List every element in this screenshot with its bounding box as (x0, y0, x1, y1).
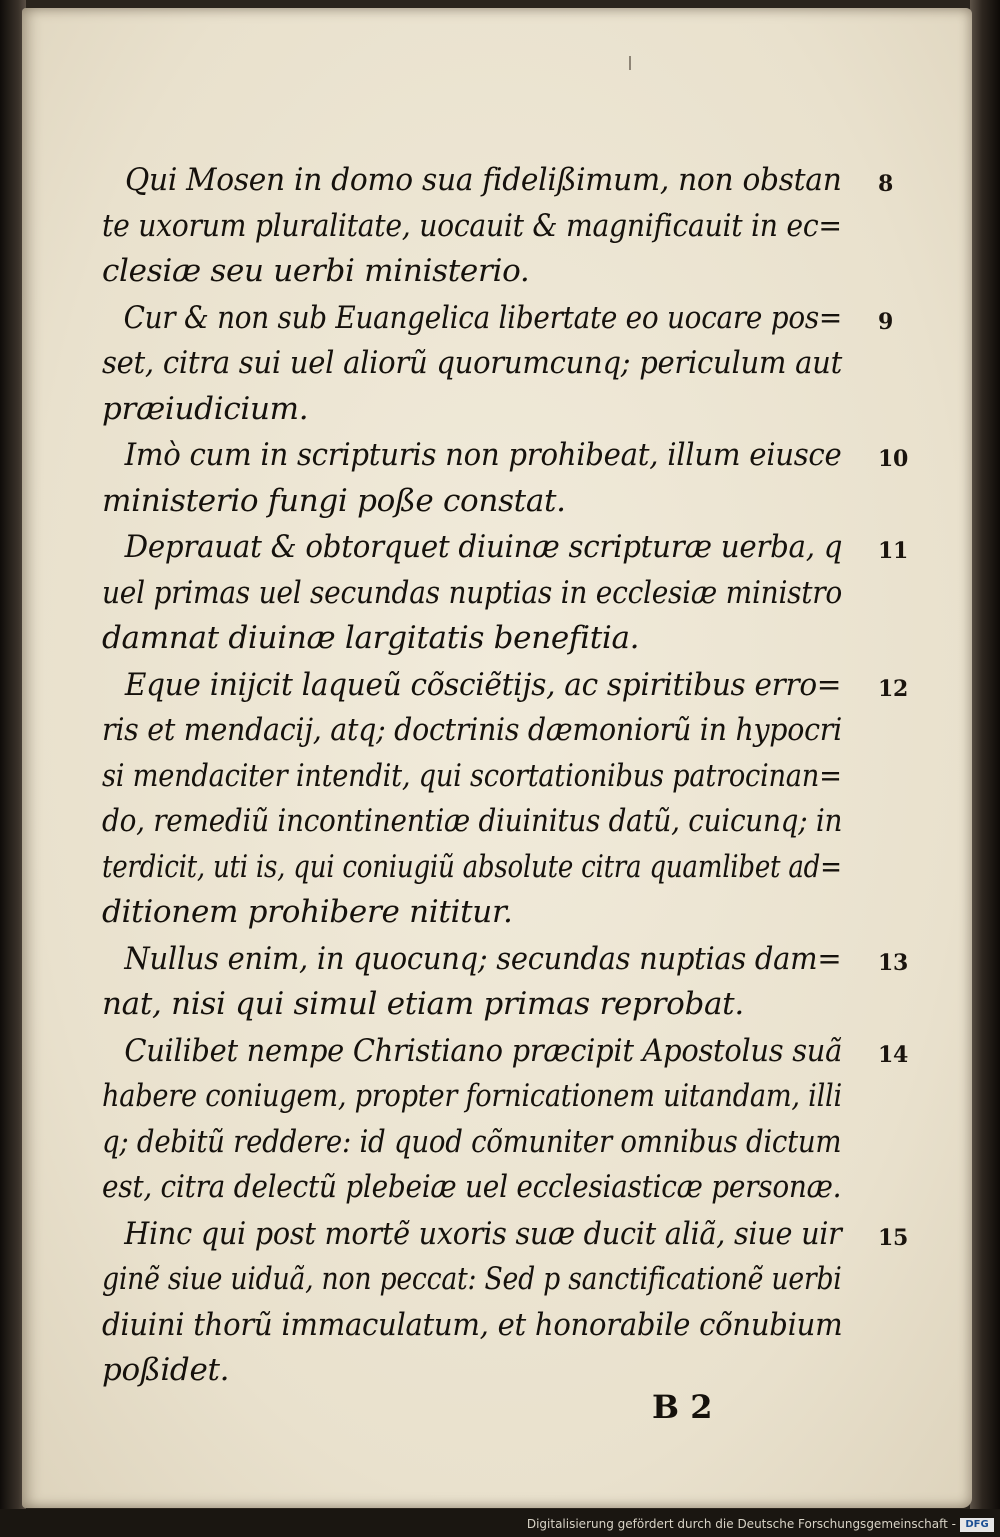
text-line: Deprauat & obtorquet diuinæ scripturæ uerba, q (124, 529, 843, 565)
footer-bar (0, 1509, 1000, 1537)
text-line: damnat diuinæ largitatis benefitia. (102, 620, 640, 656)
text-line: te uxorum pluralitate, uocauit & magnificauit in ec= (102, 207, 842, 244)
paragraph (102, 525, 909, 662)
text-line: poßidet. (102, 1352, 230, 1388)
text-line: terdicit, uti is, qui coniugiũ absolute citra quamlibet ad= (102, 848, 842, 885)
text-line: habere coniugem, propter fornicationem uitandam, illi (102, 1078, 842, 1114)
body-text (102, 158, 909, 1395)
text-line: Qui Mosen in domo sua fidelißimum, non obstan (124, 162, 842, 198)
text-line: set, citra sui uel aliorũ quorumcunq; periculum aut (102, 345, 842, 381)
page-mark (629, 56, 631, 70)
paragraph (102, 296, 894, 433)
text-line: ditionem prohibere nititur. (102, 894, 513, 930)
section-number: 10 (878, 446, 909, 472)
text-line: ministerio fungi poße constat. (102, 482, 566, 519)
page-fore-edge (970, 0, 1000, 1537)
text-line: Nullus enim, in quocunq; secundas nuptias dam= (124, 940, 842, 977)
text-line: si mendaciter intendit, qui scortationibus patrocinan= (102, 757, 842, 794)
section-number: 15 (878, 1224, 909, 1251)
text-line: Hinc qui post mortẽ uxoris suæ ducit aliã, siue uir (124, 1215, 842, 1252)
paragraph (102, 1029, 909, 1211)
funding-notice: Digitalisierung gefördert durch die Deutsche Forschungsgemeinschaft - (526, 1517, 956, 1531)
book-page (22, 8, 972, 1508)
text-line: ris et mendacij, atq; doctrinis dæmoniorũ in hypocri (102, 712, 842, 748)
paragraph (102, 158, 894, 295)
text-line: Eque inijcit laqueũ cõsciẽtijs, ac spiritibus erro= (124, 666, 842, 703)
text-line: clesiæ seu uerbi ministerio. (102, 253, 530, 289)
text-line: diuini thorũ immaculatum, et honorabile cõnubium (102, 1306, 843, 1343)
paragraph (102, 1212, 909, 1394)
text-line: nat, nisi qui simul etiam primas reprobat. (102, 986, 744, 1022)
text-line: præiudicium. (102, 390, 309, 427)
text-line: uel primas uel secundas nuptias in ecclesiæ ministro (102, 574, 843, 611)
paragraph (102, 937, 909, 1028)
section-number: 13 (878, 949, 909, 976)
text-line: do, remediũ incontinentiæ diuinitus datũ, cuicunq; in (102, 803, 843, 839)
text-line: q; debitũ reddere: id quod cõmuniter omnibus dictum (102, 1123, 842, 1160)
section-number: 12 (878, 675, 909, 702)
text-line: Cur & non sub Euangelica libertate eo uocare pos= (123, 299, 842, 336)
text-line: est, citra delectũ plebeiæ uel ecclesiasticæ personæ. (102, 1169, 842, 1205)
text-line: ginẽ siue uiduã, non peccat: Sed p sanctificationẽ uerbi (102, 1261, 842, 1297)
dfg-logo: DFG (960, 1518, 994, 1532)
signature-mark: B 2 (652, 1388, 713, 1426)
section-number: 8 (878, 171, 894, 197)
text-line: Cuilibet nempe Christiano præcipit Apostolus suã (124, 1032, 843, 1069)
paragraph (102, 663, 909, 936)
section-number: 11 (878, 538, 909, 564)
paragraph (102, 433, 909, 524)
section-number: 9 (878, 308, 894, 335)
text-line: Imò cum in scripturis non prohibeat, illum eiusce (124, 437, 842, 473)
section-number: 14 (878, 1041, 909, 1068)
